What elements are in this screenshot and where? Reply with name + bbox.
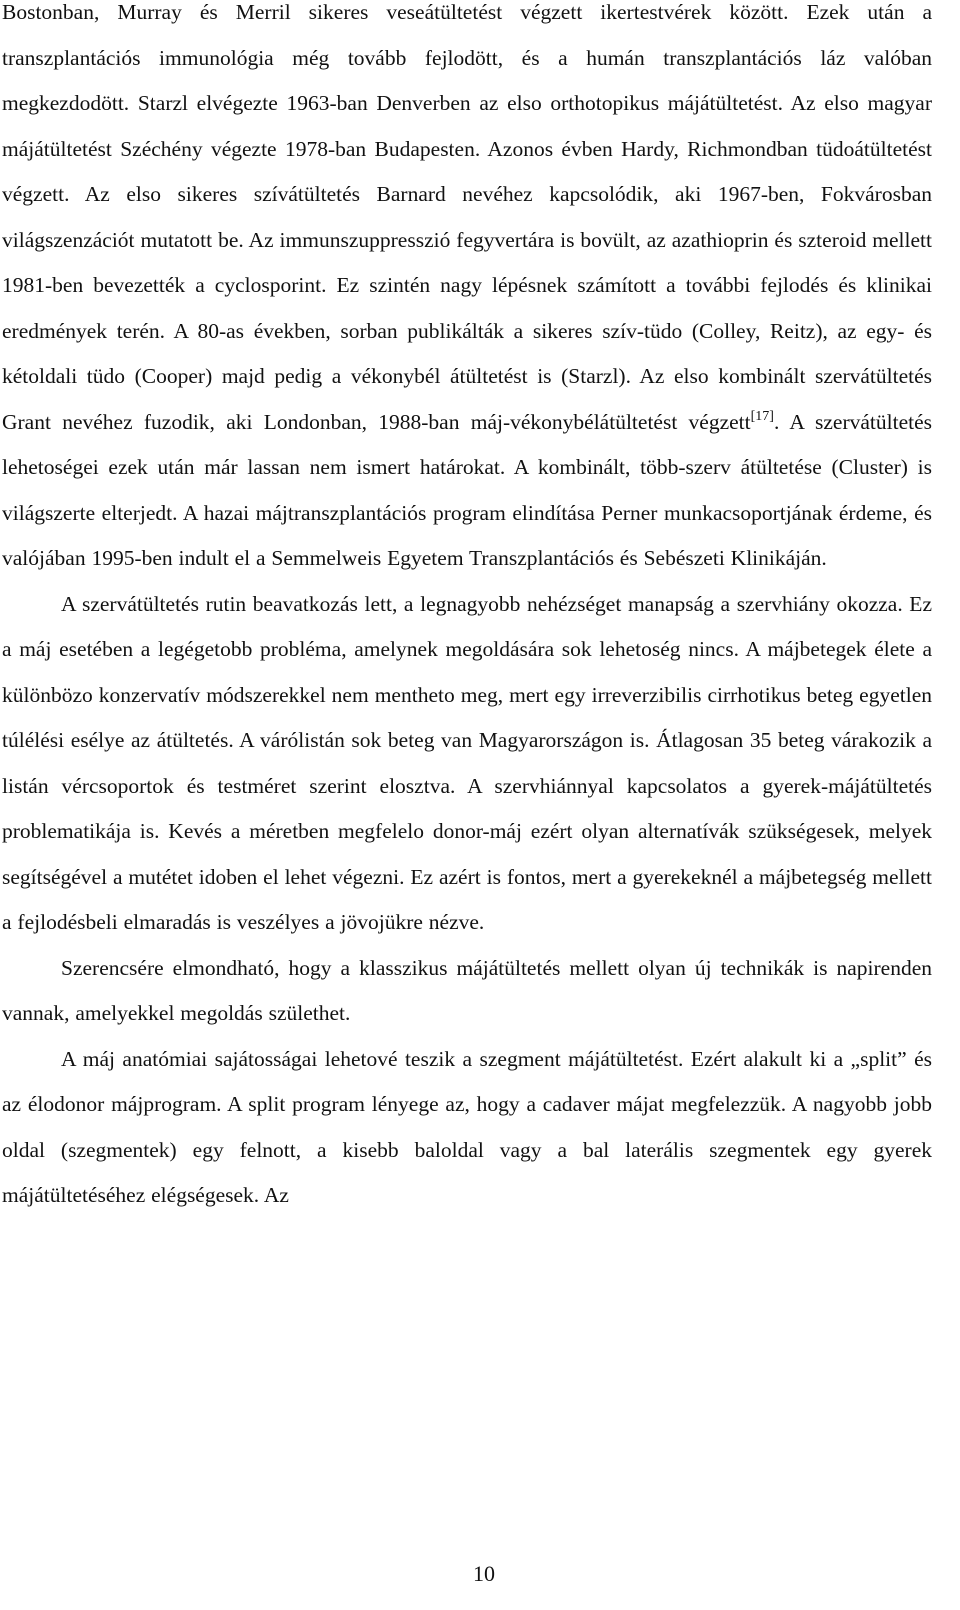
paragraph-2: A szervátültetés rutin beavatkozás lett, a legnagyobb nehézséget manapság a szervhiány okozza. Ez a máj esetében a legégetobb probléma, amelynek megoldására sok lehetoség nincs. A májbetegek élete a különbözo konzervatív módszerekkel nem mentheto meg, mert egy irreverzibilis cirrhotikus beteg egyetlen túlélési esélye az átültetés. A várólistán sok beteg van Magyarországon is. Átlagosan 35 beteg várakozik a listán vércsoportok és testméret szerint elosztva. A szervhiánnyal kapcsolatos a gyerek-májátültetés problematikája is. Kevés a méretben megfelelo donor-máj ezért olyan alternatívák szükségesek, melyek segítségével a mutétet idoben el lehet végezni. Ez azért is fontos, mert a gyerekeknél a májbetegség mellett a fejlodésbeli elmaradás is veszélyes a jövojükre nézve.	[2, 591, 932, 934]
paragraph-3: Szerencsére elmondható, hogy a klasszikus májátültetés mellett olyan új technikák is napirenden vannak, amelyekkel megoldás születhet.	[2, 955, 932, 1025]
paragraph-1-text-continued: . A szervátültetés lehetoségei ezek után már lassan nem ismert határokat. A kombinált, több-szerv átültetése (Cluster) is világszerte elterjedt. A hazai májtranszplantációs program elindítása Perner munkacsoportjának érdeme, és valójában 1995-ben indult el a Semmelweis Egyetem Transzplantációs és Sebészeti Klinikáján.	[2, 409, 932, 570]
body-text	[2, 0, 932, 1219]
paragraph-1-text: Bostonban, Murray és Merril sikeres veseátültetést végzett ikertestvérek között. Ezek után a transzplantációs immunológia még tovább fejlodött, és a humán transzplantációs láz valóban megkezdodött. Starzl elvégezte 1963-ban Denverben az elso orthotopikus májátültetést. Az elso magyar májátültetést Széchény végezte 1978-ban Budapesten. Azonos évben Hardy, Richmondban tüdoátültetést végzett. Az elso sikeres szívátültetés Barnard nevéhez kapcsolódik, aki 1967-ben, Fokvárosban világszenzációt mutatott be. Az immunszuppresszió fegyvertára is bovült, az azathioprin és szteroid mellett 1981-ben bevezették a cyclosporint. Ez szintén nagy lépésnek számított a további fejlodés és klinikai eredmények terén. A 80-as években, sorban publikálták a sikeres szív-tüdo (Colley, Reitz), az egy- és kétoldali tüdo (Cooper) majd pedig a vékonybél átültetést is (Starzl). Az elso kombinált szervátültetés Grant nevéhez fuzodik, aki Londonban, 1988-ban máj-vékonybélátültetést végzett	[2, 0, 932, 434]
citation-reference[interactable]: [17]	[750, 408, 774, 424]
paragraph-1	[2, 0, 932, 582]
page-number: 10	[473, 1561, 495, 1586]
paragraph-4: A máj anatómiai sajátosságai lehetové teszik a szegment májátültetést. Ezért alakult ki a „split” és az élodonor májprogram. A split program lényege az, hogy a cadaver májat megfelezzük. A nagyobb jobb oldal (szegmentek) egy felnott, a kisebb baloldal vagy a bal laterális szegmentek egy gyerek májátültetéséhez elégségesek. Az	[2, 1046, 932, 1207]
